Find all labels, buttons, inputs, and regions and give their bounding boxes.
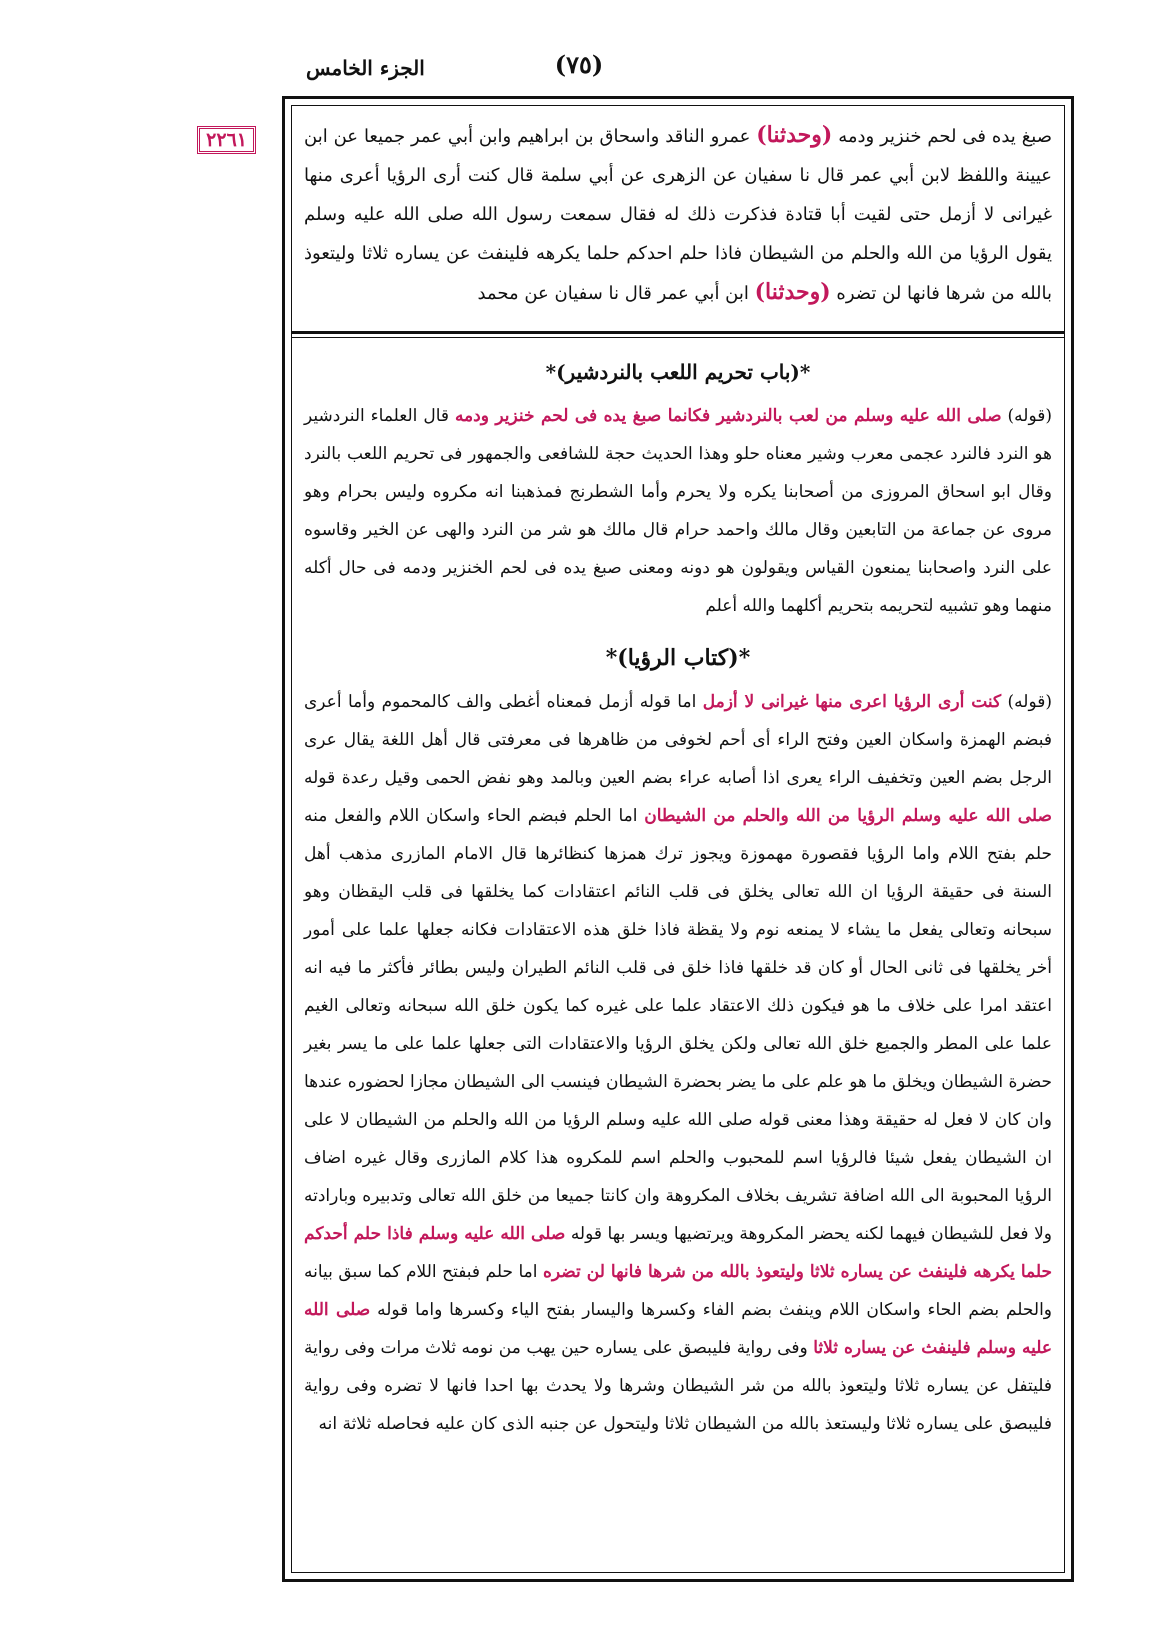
commentary-body: وفى رواية فليبصق على يساره حين يهب من نومه ثلاث مرات وفى رواية فليتفل عن يساره ثلاثا وليتعوذ بالله من شر الشيطان وشرها ولا يحدث بها احدا فانها لا تضره وفى رواية فليبصق على يساره ثلاثا وليستعذ بالله من الشيطان ثلاثا وليتحول عن جنبه الذى كان عليه فحاصله ثلاثة انه: [304, 1338, 1052, 1434]
hadith-text: [304, 116, 1052, 321]
chapter-paragraph: [304, 397, 1052, 625]
commentary-body: اما قوله أزمل فمعناه أغطى والف كالمحموم وأما أعرى فبضم الهمزة واسكان العين وفتح الراء أى أحم لخوفى من ظاهرها فى معرفتى قال أهل اللغة يقال عرى الرجل بضم العين وتخفيف الراء يعرى اذا أصابه عراء بضم العين وبالمد وهو نفض الحمى وقيل رعدة قوله: [304, 692, 1052, 788]
narration-marker-2: (وحدثنا): [754, 279, 831, 305]
commentary-body: اما الحلم فبضم الحاء واسكان اللام والفعل منه حلم بفتح اللام واما الرؤيا فقصورة مهموزة ويجوز ترك همزها كنظائرها قال الامام المازرى مذهب أهل السنة فى حقيقة الرؤيا ان الله تعالى يخلق فى قلب النائم اعتقادات كما يخلقها فى قلب اليقظان وهو سبحانه وتعالى يفعل ما يشاء لا يمنعه نوم ولا يقظة فاذا خلق هذه الاعتقادات فكانه جعلها علما على أمور أخر يخلقها فى ثانى الحال أو كان قد خلقها فاذا خلق فى قلب النائم الطيران وليس بطائر فأكثر ما فيه انه اعتقد امرا على خلاف ما هو فيكون ذلك الاعتقاد علما على غيره كما يكون خلق الله سبحانه وتعالى الغيم علما على المطر والجميع خلق الله تعالى ولكن يخلق الرؤيا والاعتقادات التى جعلها علما على ما يسر بغير حضرة الشيطان ويخلق ما هو علم على ما يضر بحضرة الشيطان فينسب الى الشيطان مجازا لحضوره عندها وان كان لا فعل له حقيقة وهذا معنى قوله صلى الله عليه وسلم الرؤيا من الله والحلم من الشيطان لا على ان الشيطان يفعل شيئا فالرؤيا اسم للمحبوب والحلم اسم للمكروه هذا كلام المازرى وقال غيره اضاف الرؤيا المحبوبة الى الله اضافة تشريف بخلاف المكروهة وان كانتا جميعا من خلق الله تعالى وتدبيره وبارادته ولا فعل للشيطان فيهما لكنه يحضر المكروهة ويرتضيها ويسر بها قوله: [304, 806, 1052, 1244]
section-divider: [292, 331, 1064, 334]
quoted-hadith: صلى الله عليه وسلم فلينفث عن يساره ثلاثا: [304, 1300, 1053, 1358]
commentary-body: اما حلم فبفتح اللام كما سبق بيانه والحلم بضم الحاء واسكان اللام وينفث بضم الفاء وكسرها واليسار بفتح الياء وكسرها واما قوله: [304, 1262, 1053, 1320]
hadith-body: عمرو الناقد واسحاق بن ابراهيم وابن أبي عمر جميعا عن ابن عيينة واللفظ لابن أبي عمر قال نا سفيان عن الزهرى عن أبي سلمة قال كنت أرى الرؤيا أعرى منها غيرانى لا أزمل حتى لقيت أبا قتادة فذكرت ذلك له فقال سمعت رسول الله صلى الله عليه وسلم يقول الرؤيا من الله والحلم من الشيطان فاذا حلم احدكم حلما يكرهه فلينفث عن يساره ثلاثا وليتعوذ بالله من شرها فانها لن تضره: [304, 126, 1052, 304]
section-divider-thin: [292, 337, 1064, 338]
lead-label: (قوله): [1007, 692, 1052, 712]
volume-label: الجزء الخامس: [306, 56, 425, 80]
chapter-heading: *(باب تحريم اللعب بالنردشير)*: [545, 360, 811, 384]
page-number: (٧٥): [554, 50, 604, 79]
commentary: [304, 349, 1052, 1443]
page-frame: [282, 96, 1074, 1582]
quoted-hadith: صلى الله عليه وسلم فاذا حلم أحدكم حلما يكرهه فلينفث عن يساره ثلاثا وليتعوذ بالله من شرها فانها لن تضره: [304, 1224, 1053, 1282]
quoted-hadith: صلى الله عليه وسلم الرؤيا من الله والحلم من الشيطان: [644, 806, 1052, 826]
lead-label: (قوله): [1007, 406, 1053, 426]
page-frame-inner: [291, 105, 1065, 1573]
commentary-body: قال العلماء النردشير هو النرد فالنرد عجمى معرب وشير معناه حلو وهذا الحديث حجة للشافعى والجمهور فى تحريم اللعب بالنرد وقال ابو اسحاق المروزى من أصحابنا يكره ولا يحرم وأما الشطرنج فمذهبنا انه مكروه وليس بحرام وهو مروى عن جماعة من التابعين وقال مالك واحمد حرام قال مالك هو شر من النرد والهى عن الخير وقاسوه على النرد واصحابنا يمنعون القياس ويقولون هو دونه ومعنى صبغ يده فى لحم الخنزير ودمه فى حال أكله منهما وهو تشبيه لتحريمه بتحريم أكلهما والله أعلم: [304, 406, 1052, 616]
quoted-hadith: كنت أرى الرؤيا اعرى منها غيرانى لا أزمل: [702, 692, 1002, 712]
narration-marker: (وحدثنا): [756, 122, 833, 148]
book-paragraph: [304, 683, 1052, 1443]
hadith-end: ابن أبي عمر قال نا سفيان عن محمد: [477, 283, 749, 304]
hadith-number-badge: ٢٢٦١: [197, 126, 256, 154]
hadith-prefix: صبغ يده فى لحم خنزير ودمه: [838, 126, 1052, 147]
quoted-hadith: صلى الله عليه وسلم من لعب بالنردشير فكانما صبغ يده فى لحم خنزير ودمه: [454, 406, 1002, 426]
book-heading: *(كتاب الرؤيا)*: [605, 645, 751, 671]
